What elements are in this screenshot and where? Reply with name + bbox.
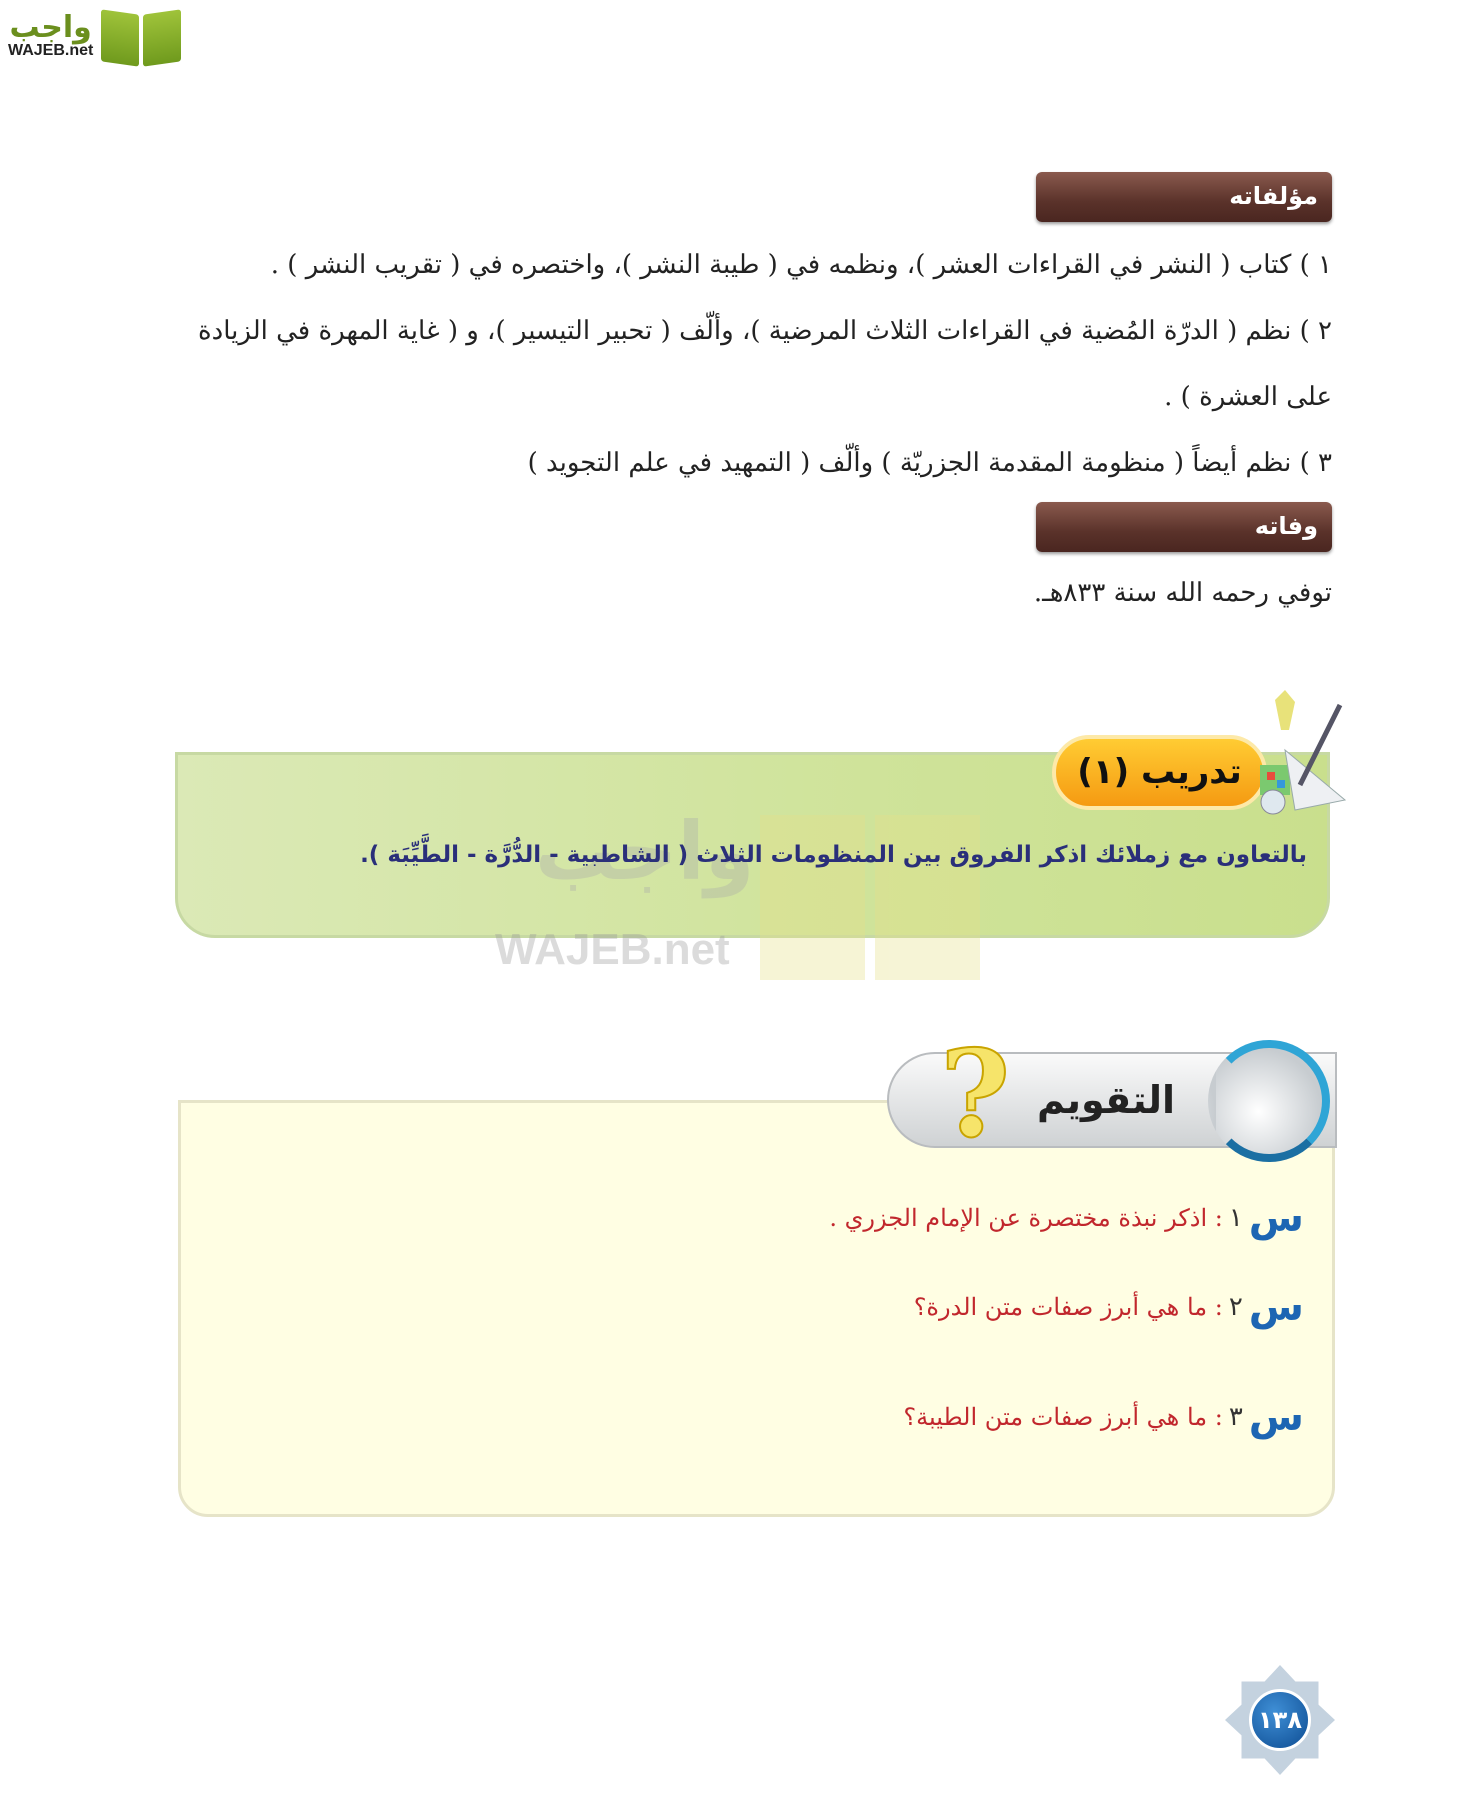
stationery-icon bbox=[1255, 690, 1350, 820]
question-1 bbox=[829, 1195, 1304, 1241]
question-mark-icon: ? bbox=[940, 1024, 1011, 1165]
question-3 bbox=[903, 1394, 1304, 1440]
watermark-arabic: واجب bbox=[535, 805, 755, 898]
death-text: توفي رحمه الله سنة ٨٣٣هـ. bbox=[1033, 578, 1332, 608]
wajeb-logo[interactable] bbox=[8, 4, 193, 68]
question-2 bbox=[914, 1284, 1304, 1330]
question-text: : اذكر نبذة مختصرة عن الإمام الجزري . bbox=[829, 1204, 1223, 1232]
page-number: ١٣٨ bbox=[1249, 1689, 1311, 1751]
works-item-3: ٣ ) نظم أيضاً ( منظومة المقدمة الجزريّة ) وألّف ( التمهيد في علم التجويد ) bbox=[527, 448, 1332, 478]
question-letter: س bbox=[1248, 1394, 1304, 1440]
logo-latin: WAJEB.net bbox=[8, 42, 94, 59]
works-item-2-cont: على العشرة ) . bbox=[1164, 382, 1332, 412]
question-text: : ما هي أبرز صفات متن الطيبة؟ bbox=[903, 1403, 1223, 1431]
question-text: : ما هي أبرز صفات متن الدرة؟ bbox=[913, 1293, 1223, 1321]
works-item-2: ٢ ) نظم ( الدرّة المُضية في القراءات الثلاث المرضية )، وألّف ( تحبير التيسير )، و ( غاية المهرة في الزيادة bbox=[198, 316, 1332, 346]
works-item-1: ١ ) كتاب ( النشر في القراءات العشر )، ونظمه في ( طيبة النشر )، واختصره في ( تقريب النشر ) . bbox=[270, 250, 1332, 280]
refresh-arrow-icon bbox=[1208, 1040, 1330, 1162]
question-number: ٣ bbox=[1228, 1402, 1243, 1432]
training-instruction: بالتعاون مع زملائك اذكر الفروق بين المنظومات الثلاث ( الشاطبية - الدُّرَّة - الطَّيِّبَة ). bbox=[360, 842, 1307, 868]
works-heading: مؤلفاته bbox=[1036, 172, 1332, 222]
death-heading: وفاته bbox=[1036, 502, 1332, 552]
book-icon bbox=[101, 6, 181, 66]
training-badge: تدريب (١) bbox=[1052, 735, 1267, 810]
question-letter: س bbox=[1248, 1284, 1304, 1330]
question-number: ١ bbox=[1228, 1203, 1243, 1233]
page-number-badge bbox=[1225, 1665, 1335, 1775]
question-number: ٢ bbox=[1228, 1292, 1243, 1322]
logo-arabic: واجب bbox=[9, 10, 92, 45]
question-letter: س bbox=[1248, 1195, 1304, 1241]
evaluation-heading: التقويم bbox=[887, 1052, 1337, 1148]
watermark-latin: WAJEB.net bbox=[495, 925, 730, 974]
